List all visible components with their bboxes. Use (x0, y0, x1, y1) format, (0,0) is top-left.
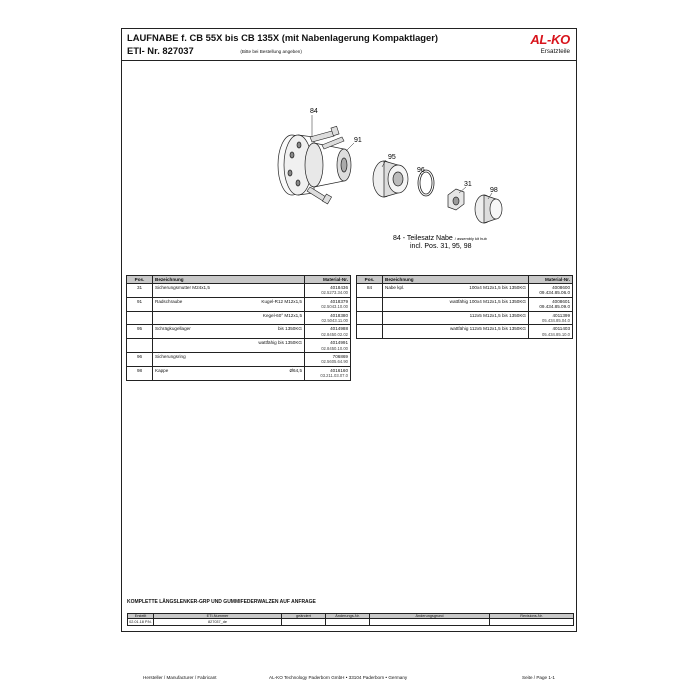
table-row (357, 325, 573, 339)
table-row (127, 353, 351, 367)
row-pos: 91 (127, 297, 153, 311)
bearing-drawing (373, 161, 408, 197)
col-material: Material-Nr. (305, 276, 351, 284)
row-pos (357, 311, 383, 325)
rev-col-eti: ETI-Nummer (154, 614, 282, 619)
row-material (529, 284, 573, 298)
row-material (305, 297, 351, 311)
row-spec: wattfähig bis 1350KG (258, 340, 302, 346)
rev-revision (490, 619, 574, 626)
material-number: 4018436 (330, 285, 348, 290)
rev-col-change-no: Änderungs-Nr. (326, 614, 370, 619)
row-pos (127, 311, 153, 325)
col-pos: Pos. (127, 276, 153, 284)
callout-91: 91 (354, 137, 362, 144)
material-number: 4018380 (330, 312, 348, 318)
row-name (153, 353, 305, 367)
revision-row (128, 619, 574, 626)
row-name-text: Sicherungsmutter M24x1,5 (155, 285, 210, 290)
material-sub-number: 02.5605.64.90 (321, 359, 348, 365)
col-name: Bezeichnung (383, 276, 529, 284)
table-row (357, 284, 573, 298)
sheet-title: LAUFNABE f. CB 55X bis CB 135X (mit Nabenlagerung Kompaktlager) (127, 32, 438, 43)
row-spec: wattfähig 100x4 M12x1,5 bis 1350KG (449, 298, 526, 304)
row-material (529, 325, 573, 339)
lock-nut-drawing (448, 189, 464, 210)
row-spec: Kegel-60° M12x1,5 (262, 312, 302, 318)
sheet-header (122, 29, 576, 61)
material-number: 4016160 (330, 367, 348, 373)
material-sub-number: 02.5043.10.00 (321, 304, 348, 310)
table-row (357, 297, 573, 311)
row-spec: bis 1350KG (277, 326, 302, 332)
footer-manufacturer: Hersteller / Manufacturer / Fabricant (143, 675, 217, 680)
row-name (153, 325, 305, 339)
row-pos: 31 (127, 284, 153, 298)
row-name (383, 297, 529, 311)
table-header-row (127, 276, 351, 284)
rev-reason (370, 619, 490, 626)
callout-31: 31 (464, 181, 472, 188)
row-name-text: Nabe kpl. (385, 285, 405, 290)
material-number: 4008601 (552, 298, 570, 304)
row-name-text: Sicherungsring (155, 354, 186, 360)
material-number: 4011403 (552, 326, 570, 332)
row-name (153, 311, 305, 325)
material-sub-number: 02.5273.34.00 (321, 290, 348, 296)
eti-number-label: ETI- Nr. 827037 (127, 45, 194, 56)
rev-col-revision: Revisions-Nr. (490, 614, 574, 619)
material-sub-number: 02.8450.10.00 (321, 345, 348, 351)
row-spec: 112x5 M12x1,5 bis 1350KG (469, 312, 526, 318)
material-number: 706869 (332, 354, 348, 360)
row-pos: 95 (127, 325, 153, 339)
exploded-view-drawing (252, 75, 572, 275)
rev-col-created: Erstellt (128, 614, 154, 619)
callout-96: 96 (417, 167, 425, 174)
rev-changed (282, 619, 326, 626)
callout-95: 95 (388, 154, 396, 161)
row-pos (127, 339, 153, 353)
row-material (529, 297, 573, 311)
rev-change-no (326, 619, 370, 626)
caption-line1: 84 - Teilesatz Nabe (393, 235, 453, 242)
table-row (127, 284, 351, 298)
col-pos: Pos. (357, 276, 383, 284)
material-number: 4014991 (330, 340, 348, 346)
row-name (383, 325, 529, 339)
parts-table-right (356, 275, 573, 339)
material-sub-number: 03.211.03.07.0 (320, 373, 348, 379)
callout-84: 84 (310, 108, 318, 115)
footer-page: Seite / Page 1-1 (522, 675, 555, 680)
material-sub-number: 09.434.85.06.0 (539, 290, 570, 296)
revision-table (127, 613, 574, 626)
rev-created: 02.01.18 P.N. (129, 620, 152, 624)
parts-table-left (126, 275, 351, 381)
row-name-text: Schrägkugellager (155, 326, 191, 332)
table-row (127, 297, 351, 311)
rev-eti: 827037_de (154, 619, 282, 626)
rev-col-changed: geändert (282, 614, 326, 619)
rev-col-reason: Änderungsgrund (370, 614, 490, 619)
row-name (153, 339, 305, 353)
order-note: (Bitte bei Bestellung angeben) (240, 49, 302, 54)
row-material (305, 284, 351, 298)
row-pos (357, 325, 383, 339)
material-sub-number: 09.434.85.09.0 (539, 304, 570, 310)
row-name-text: Radschraube (155, 298, 183, 304)
row-material (305, 339, 351, 353)
table-row (127, 366, 351, 380)
material-sub-number: 05.434.85.04.0 (542, 318, 570, 324)
parts-sheet (121, 28, 577, 632)
caption-small: / assembly kit hub (454, 236, 487, 241)
col-material: Material-Nr. (529, 276, 573, 284)
row-name (383, 284, 529, 298)
material-number: 4014988 (330, 326, 348, 332)
row-spec: 100x4 M12x1,5 bis 1350KG (469, 285, 526, 291)
material-sub-number: 05.434.85.10.0 (542, 331, 570, 337)
row-name (153, 297, 305, 311)
row-spec: Ø64,5 (289, 367, 302, 373)
row-name (383, 311, 529, 325)
material-sub-number: 02.8450.02.02 (321, 331, 348, 337)
material-number: 4008600 (552, 285, 570, 290)
row-material (305, 353, 351, 367)
availability-note: KOMPLETTE LÄNGSLENKER-GRP UND GUMMIFEDERWALZEN AUF ANFRAGE (127, 599, 316, 605)
callout-98: 98 (490, 187, 498, 194)
caption-line2: incl. Pos. 31, 95, 98 (410, 243, 472, 250)
row-spec: wattfähig 112x5 M12x1,5 bis 1350KG (449, 326, 526, 332)
row-material (529, 311, 573, 325)
table-row (357, 311, 573, 325)
row-name (153, 284, 305, 298)
table-header-row (357, 276, 573, 284)
row-pos: 84 (357, 284, 383, 298)
material-number: 4011399 (552, 312, 570, 318)
brand-subtitle: Ersatzteile (540, 48, 570, 55)
table-row (127, 339, 351, 353)
row-material (305, 325, 351, 339)
row-pos: 96 (127, 353, 153, 367)
table-row (127, 311, 351, 325)
row-spec: Kugel-R12 M12x1,5 (261, 298, 302, 304)
eti-number (127, 45, 302, 56)
row-material (305, 366, 351, 380)
row-pos: 98 (127, 366, 153, 380)
row-name-text: Kappe (155, 367, 169, 373)
drawing-caption (393, 235, 488, 242)
row-material (305, 311, 351, 325)
footer-company: AL-KO Technology Paderborn GmbH • 33104 Paderborn • Germany (269, 675, 408, 680)
cap-drawing (475, 195, 502, 223)
row-pos (357, 297, 383, 311)
col-name: Bezeichnung (153, 276, 305, 284)
table-row (127, 325, 351, 339)
row-name (153, 366, 305, 380)
material-number: 4018379 (330, 298, 348, 304)
material-sub-number: 02.5043.11.00 (321, 318, 348, 324)
hub-drawing (278, 135, 351, 195)
alko-logo: AL-KO (530, 32, 570, 47)
